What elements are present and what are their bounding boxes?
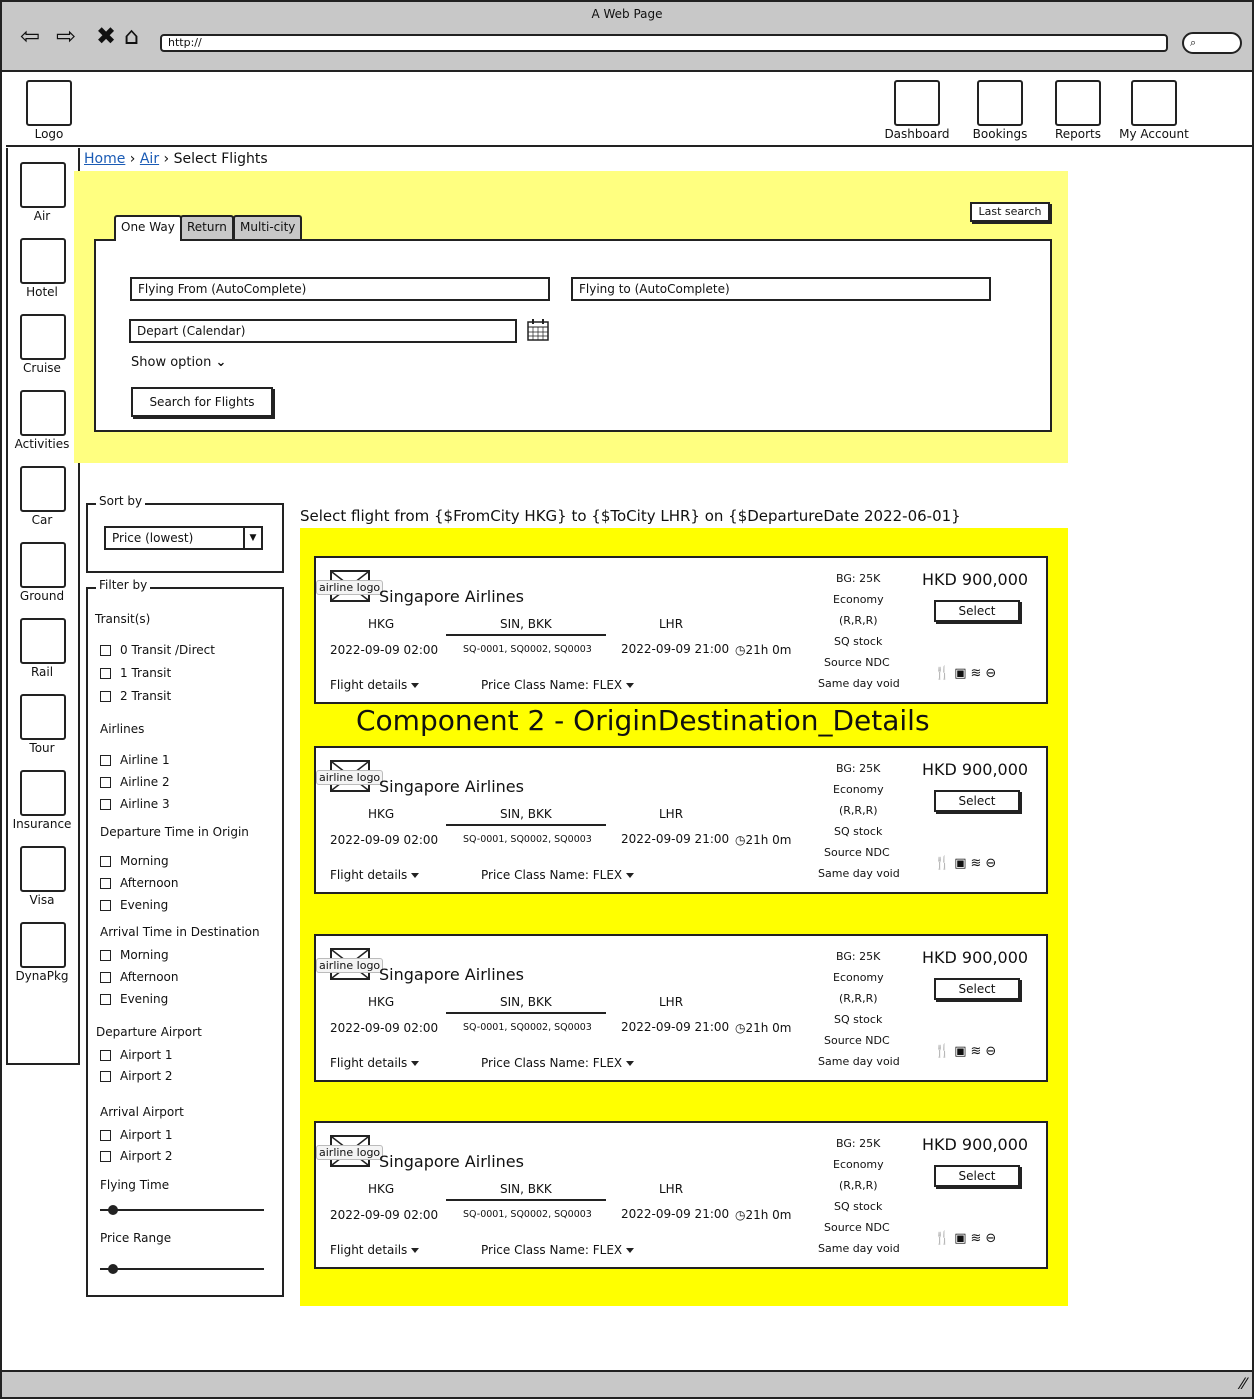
flying-time-slider[interactable] xyxy=(100,1209,264,1211)
flying-to-field[interactable]: Flying to (AutoComplete) xyxy=(571,277,991,301)
flight-details-label: Flight details xyxy=(330,1243,408,1257)
ticket-stock: SQ stock xyxy=(834,635,883,648)
sidebar-item-rail[interactable]: Rail xyxy=(30,665,54,679)
meal-icon: 🍴 xyxy=(934,1044,955,1059)
browser-statusbar xyxy=(2,1370,1252,1397)
select-flight-button[interactable]: Select xyxy=(934,1165,1020,1187)
arrive-time: 2022-09-09 21:00 xyxy=(621,1207,730,1221)
origin-code: HKG xyxy=(368,617,395,631)
airline-option-checkbox[interactable] xyxy=(100,777,111,788)
baggage-icon: ▣ xyxy=(954,1231,971,1246)
transit-option-label: 1 Transit xyxy=(120,666,172,680)
slider-handle[interactable] xyxy=(108,1264,118,1274)
address-bar[interactable]: http:// xyxy=(160,34,1168,52)
price-range-slider[interactable] xyxy=(100,1268,264,1270)
sidebar-item-dynapkg-icon[interactable] xyxy=(20,922,66,968)
fare-price: HKD 900,000 xyxy=(922,570,1029,589)
flying-time-label: Flying Time xyxy=(100,1178,170,1192)
depart-date-field[interactable]: Depart (Calendar) xyxy=(129,319,517,343)
flight-numbers: SQ-0001, SQ0002, SQ0003 xyxy=(463,1022,592,1033)
sidebar-item-air[interactable]: Air xyxy=(33,209,51,223)
clock-icon: ◷ xyxy=(735,833,746,847)
arrival-time-heading: Arrival Time in Destination xyxy=(100,925,260,939)
content-source: Source NDC xyxy=(824,656,890,669)
via-codes: SIN, BKK xyxy=(500,807,552,821)
duration-text: 21h 0m xyxy=(745,1021,792,1035)
clock-icon: ◷ xyxy=(735,1021,746,1035)
price-class-label: Price Class Name: FLEX xyxy=(481,1056,623,1070)
forward-icon[interactable]: ⇨ xyxy=(56,22,77,50)
arrival-time-option-checkbox[interactable] xyxy=(100,994,111,1005)
calendar-icon[interactable] xyxy=(527,318,549,342)
component-label: Component 2 - OriginDestination_Details xyxy=(356,704,930,737)
resize-grip-icon[interactable]: ⁄⁄ xyxy=(1240,1374,1246,1393)
via-codes: SIN, BKK xyxy=(500,617,552,631)
depart-time: 2022-09-09 02:00 xyxy=(330,833,439,847)
sidebar-item-ground-icon[interactable] xyxy=(20,542,66,588)
booking-classes: (R,R,R) xyxy=(839,614,878,627)
transit-option-label: 0 Transit /Direct xyxy=(120,643,215,657)
price-class-label: Price Class Name: FLEX xyxy=(481,1243,623,1257)
airline-logo-label: airline logo xyxy=(316,580,383,595)
booking-classes: (R,R,R) xyxy=(839,1179,878,1192)
airline-name: Singapore Airlines xyxy=(379,587,524,606)
duration-text: 21h 0m xyxy=(745,643,792,657)
cabin-class: Economy xyxy=(833,1158,884,1171)
last-search-button[interactable]: Last search xyxy=(970,202,1050,222)
price-class-toggle[interactable] xyxy=(481,1243,634,1257)
airlines-heading: Airlines xyxy=(100,722,145,736)
content-source: Source NDC xyxy=(824,1034,890,1047)
arrival-time-option-label: Morning xyxy=(120,948,169,962)
fare-price: HKD 900,000 xyxy=(922,760,1029,779)
chevron-right-icon: › xyxy=(163,151,174,167)
airline-logo-label: airline logo xyxy=(316,770,383,785)
flight-card xyxy=(314,1121,1048,1269)
wifi-icon: ≋ xyxy=(970,856,986,871)
sort-selected-value: Price (lowest) xyxy=(112,531,194,545)
departure-airport-option-checkbox[interactable] xyxy=(100,1071,111,1082)
sort-select[interactable] xyxy=(104,526,263,550)
price-class-label: Price Class Name: FLEX xyxy=(481,868,623,882)
flight-numbers: SQ-0001, SQ0002, SQ0003 xyxy=(463,644,592,655)
airline-option-label: Airline 1 xyxy=(120,753,170,767)
caret-down-icon xyxy=(626,1061,634,1066)
breadcrumb xyxy=(84,151,268,167)
flight-card xyxy=(314,934,1048,1082)
home-icon[interactable]: ⌂ xyxy=(124,22,140,50)
filter-legend: Filter by xyxy=(96,578,150,592)
route-line xyxy=(446,634,606,636)
price-range-label: Price Range xyxy=(100,1231,172,1245)
price-class-toggle[interactable] xyxy=(481,678,634,692)
flight-details-label: Flight details xyxy=(330,868,408,882)
nav-bookings-icon[interactable] xyxy=(977,80,1023,126)
caret-down-icon xyxy=(626,683,634,688)
baggage-icon: ▣ xyxy=(954,856,971,871)
departure-time-option-checkbox[interactable] xyxy=(100,856,111,867)
sidebar-item-hotel[interactable]: Hotel xyxy=(26,285,58,299)
tab-one-way[interactable]: One Way xyxy=(114,215,182,241)
nav-reports[interactable]: Reports xyxy=(1054,127,1102,141)
price-class-label: Price Class Name: FLEX xyxy=(481,678,623,692)
select-flight-button[interactable]: Select xyxy=(934,978,1020,1000)
content-source: Source NDC xyxy=(824,846,890,859)
price-class-toggle[interactable] xyxy=(481,1056,634,1070)
sidebar-item-rail-icon[interactable] xyxy=(20,618,66,664)
meal-icon: 🍴 xyxy=(934,856,955,871)
transit-option-label: 2 Transit xyxy=(120,689,172,703)
flight-details-toggle[interactable] xyxy=(330,1056,419,1070)
ticket-stock: SQ stock xyxy=(834,1013,883,1026)
wifi-icon: ≋ xyxy=(970,666,986,681)
airline-name: Singapore Airlines xyxy=(379,965,524,984)
ticket-stock: SQ stock xyxy=(834,825,883,838)
sidebar-item-ground[interactable]: Ground xyxy=(19,589,65,603)
fare-price: HKD 900,000 xyxy=(922,948,1029,967)
baggage-allowance: BG: 25K xyxy=(836,762,881,775)
airline-logo-label: airline logo xyxy=(316,958,383,973)
transit-option-checkbox[interactable] xyxy=(100,668,111,679)
nav-my-account-icon[interactable] xyxy=(1131,80,1177,126)
caret-down-icon xyxy=(626,873,634,878)
nav-reports-icon[interactable] xyxy=(1055,80,1101,126)
airline-option-checkbox[interactable] xyxy=(100,799,111,810)
sidebar-item-air-icon[interactable] xyxy=(20,162,66,208)
dropdown-arrow-icon: ▼ xyxy=(243,528,261,548)
route-line xyxy=(446,1199,606,1201)
sidebar-item-cruise-icon[interactable] xyxy=(20,314,66,360)
sort-legend: Sort by xyxy=(96,494,145,508)
browser-search-field[interactable] xyxy=(1182,32,1242,54)
airline-name: Singapore Airlines xyxy=(379,1152,524,1171)
departure-time-option-label: Evening xyxy=(120,898,169,912)
baggage-allowance: BG: 25K xyxy=(836,950,881,963)
departure-time-option-label: Morning xyxy=(120,854,169,868)
arrive-time: 2022-09-09 21:00 xyxy=(621,832,730,846)
route-line xyxy=(446,1012,606,1014)
sidebar-item-activities-icon[interactable] xyxy=(20,390,66,436)
sidebar-item-dynapkg[interactable]: DynaPkg xyxy=(15,969,69,983)
airline-option-label: Airline 3 xyxy=(120,797,170,811)
window-title: A Web Page xyxy=(591,7,663,21)
flight-details-toggle[interactable] xyxy=(330,678,419,692)
breadcrumb-current: Select Flights xyxy=(173,151,268,167)
departure-time-option-checkbox[interactable] xyxy=(100,878,111,889)
depart-time: 2022-09-09 02:00 xyxy=(330,1021,439,1035)
app-header xyxy=(6,72,1252,147)
departure-airport-heading: Departure Airport xyxy=(96,1025,202,1039)
destination-code: LHR xyxy=(659,807,684,821)
wifi-icon: ≋ xyxy=(970,1044,986,1059)
duration-text: 21h 0m xyxy=(745,833,792,847)
duration xyxy=(735,833,792,847)
fare-price: HKD 900,000 xyxy=(922,1135,1029,1154)
flight-numbers: SQ-0001, SQ0002, SQ0003 xyxy=(463,1209,592,1220)
origin-code: HKG xyxy=(368,995,395,1009)
logo-image[interactable] xyxy=(26,80,72,126)
power-icon: ⊖ xyxy=(985,1044,1001,1059)
destination-code: LHR xyxy=(659,617,684,631)
departure-airport-option-label: Airport 2 xyxy=(120,1069,173,1083)
void-policy: Same day void xyxy=(818,1055,900,1068)
power-icon: ⊖ xyxy=(985,856,1001,871)
arrival-airport-option-checkbox[interactable] xyxy=(100,1151,111,1162)
sidebar-item-visa[interactable]: Visa xyxy=(29,893,55,907)
baggage-allowance: BG: 25K xyxy=(836,572,881,585)
sidebar-item-car-icon[interactable] xyxy=(20,466,66,512)
duration xyxy=(735,1208,792,1222)
arrival-airport-option-checkbox[interactable] xyxy=(100,1130,111,1141)
nav-my-account[interactable]: My Account xyxy=(1119,127,1189,141)
departure-airport-option-checkbox[interactable] xyxy=(100,1050,111,1061)
show-option-label: Show option xyxy=(131,355,212,370)
show-option-toggle[interactable] xyxy=(131,355,226,370)
cabin-class: Economy xyxy=(833,593,884,606)
breadcrumb-air[interactable]: Air xyxy=(139,151,160,167)
arrive-time: 2022-09-09 21:00 xyxy=(621,642,730,656)
depart-time: 2022-09-09 02:00 xyxy=(330,643,439,657)
tab-return[interactable]: Return xyxy=(180,215,234,239)
stop-icon[interactable]: ✖ xyxy=(96,22,117,50)
sidebar-item-visa-icon[interactable] xyxy=(20,846,66,892)
void-policy: Same day void xyxy=(818,1242,900,1255)
caret-down-icon xyxy=(411,1061,419,1066)
baggage-icon: ▣ xyxy=(954,666,971,681)
sidebar-item-cruise[interactable]: Cruise xyxy=(23,361,61,375)
caret-down-icon xyxy=(411,683,419,688)
power-icon: ⊖ xyxy=(985,666,1001,681)
browser-titlebar xyxy=(2,2,1252,72)
nav-dashboard-icon[interactable] xyxy=(894,80,940,126)
meal-icon: 🍴 xyxy=(934,666,955,681)
back-icon[interactable]: ⇦ xyxy=(20,22,41,50)
duration xyxy=(735,643,792,657)
flight-details-toggle[interactable] xyxy=(330,1243,419,1257)
depart-time: 2022-09-09 02:00 xyxy=(330,1208,439,1222)
arrival-time-option-label: Evening xyxy=(120,992,169,1006)
caret-down-icon xyxy=(411,1248,419,1253)
flight-details-toggle[interactable] xyxy=(330,868,419,882)
destination-code: LHR xyxy=(659,995,684,1009)
duration-text: 21h 0m xyxy=(745,1208,792,1222)
content-source: Source NDC xyxy=(824,1221,890,1234)
departure-time-heading: Departure Time in Origin xyxy=(100,825,249,839)
cabin-class: Economy xyxy=(833,783,884,796)
select-flight-button[interactable]: Select xyxy=(934,600,1020,622)
flying-from-field[interactable]: Flying From (AutoComplete) xyxy=(130,277,550,301)
booking-classes: (R,R,R) xyxy=(839,804,878,817)
nav-dashboard[interactable]: Dashboard xyxy=(884,127,950,141)
meal-icon: 🍴 xyxy=(934,1231,955,1246)
breadcrumb-home[interactable]: Home xyxy=(84,151,126,167)
airline-option-label: Airline 2 xyxy=(120,775,170,789)
search-flights-button[interactable]: Search for Flights xyxy=(131,387,273,417)
arrival-time-option-checkbox[interactable] xyxy=(100,972,111,983)
flight-card xyxy=(314,746,1048,894)
sidebar-item-insurance[interactable]: Insurance xyxy=(12,817,72,831)
flight-details-label: Flight details xyxy=(330,1056,408,1070)
airline-logo-label: airline logo xyxy=(316,1145,383,1160)
caret-down-icon xyxy=(626,1248,634,1253)
transit-option-checkbox[interactable] xyxy=(100,691,111,702)
sidebar-item-insurance-icon[interactable] xyxy=(20,770,66,816)
tab-multi-city[interactable]: Multi-city xyxy=(233,215,302,239)
booking-classes: (R,R,R) xyxy=(839,992,878,1005)
flight-numbers: SQ-0001, SQ0002, SQ0003 xyxy=(463,834,592,845)
arrival-airport-option-label: Airport 2 xyxy=(120,1149,173,1163)
via-codes: SIN, BKK xyxy=(500,1182,552,1196)
search-icon: ⌕ xyxy=(1190,36,1197,49)
duration xyxy=(735,1021,792,1035)
via-codes: SIN, BKK xyxy=(500,995,552,1009)
baggage-allowance: BG: 25K xyxy=(836,1137,881,1150)
departure-airport-option-label: Airport 1 xyxy=(120,1048,173,1062)
transit-option-checkbox[interactable] xyxy=(100,645,111,656)
origin-code: HKG xyxy=(368,807,395,821)
arrival-time-option-label: Afternoon xyxy=(120,970,179,984)
caret-down-icon xyxy=(411,873,419,878)
sidebar-item-car[interactable]: Car xyxy=(31,513,53,527)
arrival-airport-heading: Arrival Airport xyxy=(100,1105,184,1119)
cabin-class: Economy xyxy=(833,971,884,984)
power-icon: ⊖ xyxy=(985,1231,1001,1246)
void-policy: Same day void xyxy=(818,677,900,690)
ticket-stock: SQ stock xyxy=(834,1200,883,1213)
baggage-icon: ▣ xyxy=(954,1044,971,1059)
clock-icon: ◷ xyxy=(735,1208,746,1222)
origin-code: HKG xyxy=(368,1182,395,1196)
price-class-toggle[interactable] xyxy=(481,868,634,882)
sidebar-item-hotel-icon[interactable] xyxy=(20,238,66,284)
clock-icon: ◷ xyxy=(735,643,746,657)
transit-heading: Transit(s) xyxy=(95,612,151,626)
slider-handle[interactable] xyxy=(108,1205,118,1215)
sidebar-item-activities[interactable]: Activities xyxy=(14,437,70,451)
results-title: Select flight from {$FromCity HKG} to {$ToCity LHR} on {$DepartureDate 2022-06-01} xyxy=(300,507,961,525)
wifi-icon: ≋ xyxy=(970,1231,986,1246)
flight-details-label: Flight details xyxy=(330,678,408,692)
airline-option-checkbox[interactable] xyxy=(100,755,111,766)
select-flight-button[interactable]: Select xyxy=(934,790,1020,812)
arrival-airport-option-label: Airport 1 xyxy=(120,1128,173,1142)
airline-name: Singapore Airlines xyxy=(379,777,524,796)
void-policy: Same day void xyxy=(818,867,900,880)
departure-time-option-checkbox[interactable] xyxy=(100,900,111,911)
chevron-right-icon: › xyxy=(129,151,140,167)
nav-bookings[interactable]: Bookings xyxy=(972,127,1028,141)
arrival-time-option-checkbox[interactable] xyxy=(100,950,111,961)
logo-label: Logo xyxy=(34,127,64,141)
sidebar-item-tour-icon[interactable] xyxy=(20,694,66,740)
destination-code: LHR xyxy=(659,1182,684,1196)
chevron-down-icon: ⌄ xyxy=(215,355,227,370)
route-line xyxy=(446,824,606,826)
sidebar-item-tour[interactable]: Tour xyxy=(29,741,55,755)
departure-time-option-label: Afternoon xyxy=(120,876,179,890)
flight-card xyxy=(314,556,1048,704)
arrive-time: 2022-09-09 21:00 xyxy=(621,1020,730,1034)
